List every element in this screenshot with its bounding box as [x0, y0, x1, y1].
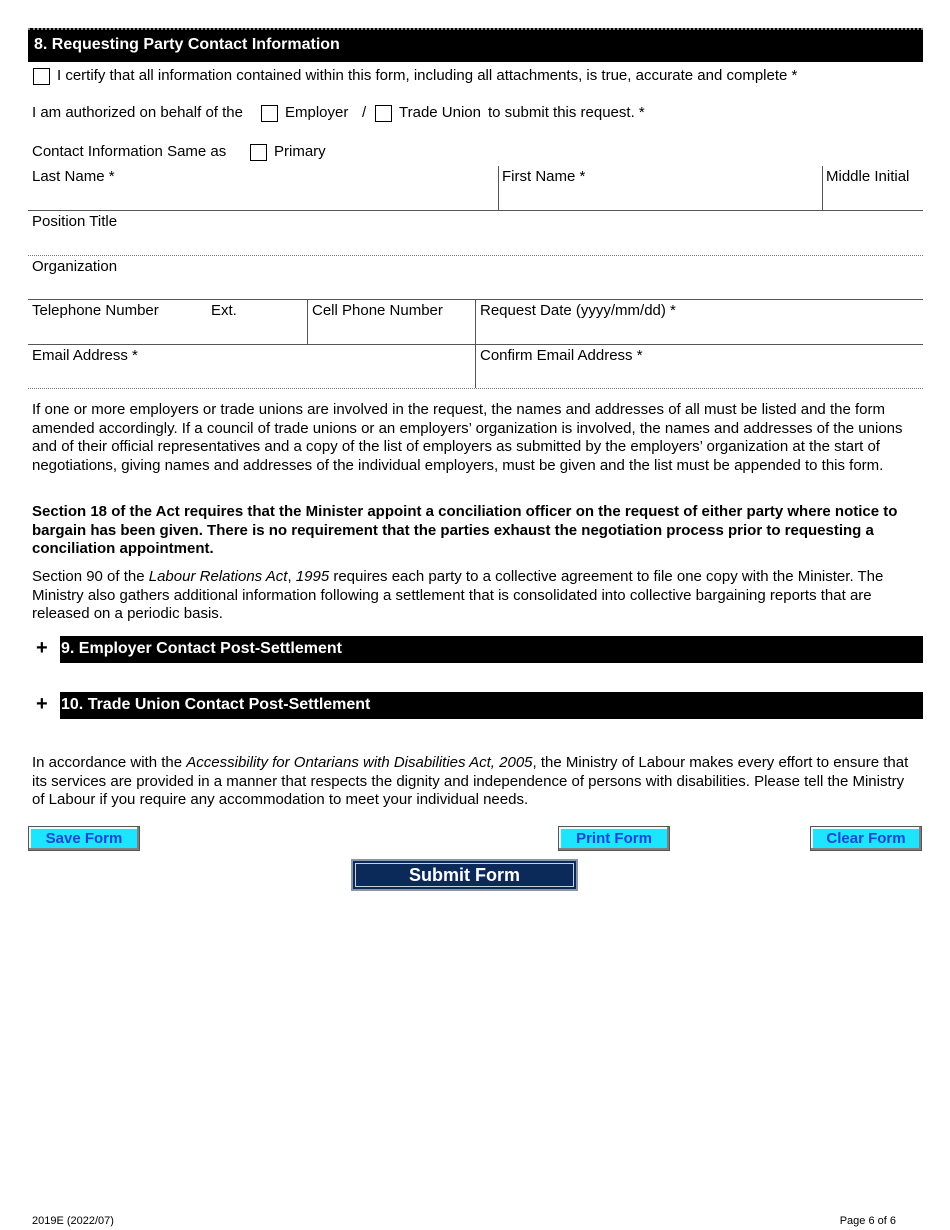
text-run: ,: [287, 568, 296, 585]
request-date-label: Request Date (yyyy/mm/dd) *: [480, 302, 676, 319]
last-name-input[interactable]: [30, 180, 494, 208]
section-8-title: 8. Requesting Party Contact Information: [34, 36, 340, 53]
section-9-title: 9. Employer Contact Post-Settlement: [61, 640, 342, 657]
section-10-title: 10. Trade Union Contact Post-Settlement: [61, 696, 371, 713]
employer-checkbox[interactable]: [261, 105, 278, 122]
accessibility-paragraph: [32, 754, 912, 810]
first-name-input[interactable]: [500, 180, 818, 208]
save-form-button[interactable]: Save Form: [28, 826, 140, 851]
trade-union-checkbox[interactable]: [375, 105, 392, 122]
act-name: Accessibility for Ontarians with Disabilities Act, 2005: [186, 754, 533, 771]
last-name-label: Last Name *: [32, 168, 115, 185]
text-run: In accordance with the: [32, 754, 187, 771]
first-name-label: First Name *: [502, 168, 586, 185]
middle-initial-label: Middle Initial: [826, 168, 910, 185]
position-title-label: Position Title: [32, 213, 118, 230]
clear-form-button[interactable]: Clear Form: [810, 826, 922, 851]
divider: [498, 166, 499, 210]
employer-label: Employer: [285, 104, 349, 121]
trade-union-label: Trade Union: [399, 104, 481, 121]
section-9-header[interactable]: [60, 636, 923, 663]
cell-phone-label: Cell Phone Number: [312, 302, 443, 319]
email-input[interactable]: [30, 362, 472, 386]
contact-same-label: Contact Information Same as: [32, 143, 227, 160]
primary-checkbox[interactable]: [250, 144, 267, 161]
act-name: Labour Relations Act: [148, 568, 288, 585]
text-run: , the Ministry of Labour makes every effort to ensure that its services are provided in a manner that respects the dignity and independence of persons with disabilities. Please tell the Ministry of Labour if you require any accommodation to meet your individual needs.: [32, 754, 909, 808]
confirm-email-label: Confirm Email Address *: [480, 347, 643, 364]
section-18-notice: Section 18 of the Act requires that the Minister appoint a conciliation officer on the request of either party where notice to bargain has been given. There is no requirement that the parties exhaust the negotiation process prior to requesting a conciliation appointment.: [32, 503, 898, 557]
middle-initial-input[interactable]: [824, 180, 921, 208]
print-form-button[interactable]: Print Form: [558, 826, 670, 851]
certify-checkbox[interactable]: [33, 68, 50, 85]
email-label: Email Address *: [32, 347, 138, 364]
slash-separator: /: [362, 104, 367, 121]
instructions-paragraph: If one or more employers or trade unions are involved in the request, the names and addresses of all must be listed and the form amended accordingly. If a council of trade unions or an employers’ organization is involved, the names and addresses of the unions and of their official representatives and a copy of the list of employers as submitted by the employers’ organization at the start of negotiations, giving names and addresses of the individual employers, must be given and the list must be appended to this form.: [32, 401, 903, 474]
text-run: requires each party to a collective agreement to file one copy with the Minister. The Ministry also gathers additional information following a settlement that is consolidated into collective bargaining reports that are released on a periodic basis.: [32, 568, 884, 622]
expand-section-9-icon[interactable]: +: [36, 637, 48, 659]
divider: [822, 166, 823, 210]
cell-phone-input[interactable]: [310, 318, 472, 342]
submit-form-button[interactable]: Submit Form: [351, 859, 578, 891]
organization-input[interactable]: [30, 272, 920, 298]
certify-label: I certify that all information contained within this form, including all attachments, is true, accurate and complete *: [57, 67, 798, 84]
text-run: Section 90 of the: [32, 568, 149, 585]
field-underline: [28, 388, 923, 389]
act-year: 1995: [295, 568, 330, 585]
position-title-input[interactable]: [30, 228, 920, 254]
primary-label: Primary: [274, 143, 326, 160]
section-8-header: [28, 28, 923, 62]
confirm-email-input[interactable]: [478, 362, 920, 386]
telephone-label: Telephone Number: [32, 302, 159, 319]
ext-label: Ext.: [211, 302, 237, 319]
telephone-input[interactable]: [30, 318, 202, 342]
field-underline: [28, 255, 923, 256]
section-90-paragraph: [32, 568, 912, 624]
request-date-input[interactable]: [478, 318, 920, 342]
authorized-suffix: to submit this request. *: [488, 104, 645, 121]
field-underline: [28, 344, 923, 345]
ext-input[interactable]: [209, 318, 303, 342]
expand-section-10-icon[interactable]: +: [36, 693, 48, 715]
organization-label: Organization: [32, 258, 118, 275]
page-number: Page 6 of 6: [839, 1215, 896, 1227]
section-10-header[interactable]: [60, 692, 923, 719]
form-id: 2019E (2022/07): [32, 1215, 114, 1227]
field-underline: [28, 210, 923, 211]
divider: [307, 300, 308, 344]
authorized-prefix: I am authorized on behalf of the: [32, 104, 243, 121]
